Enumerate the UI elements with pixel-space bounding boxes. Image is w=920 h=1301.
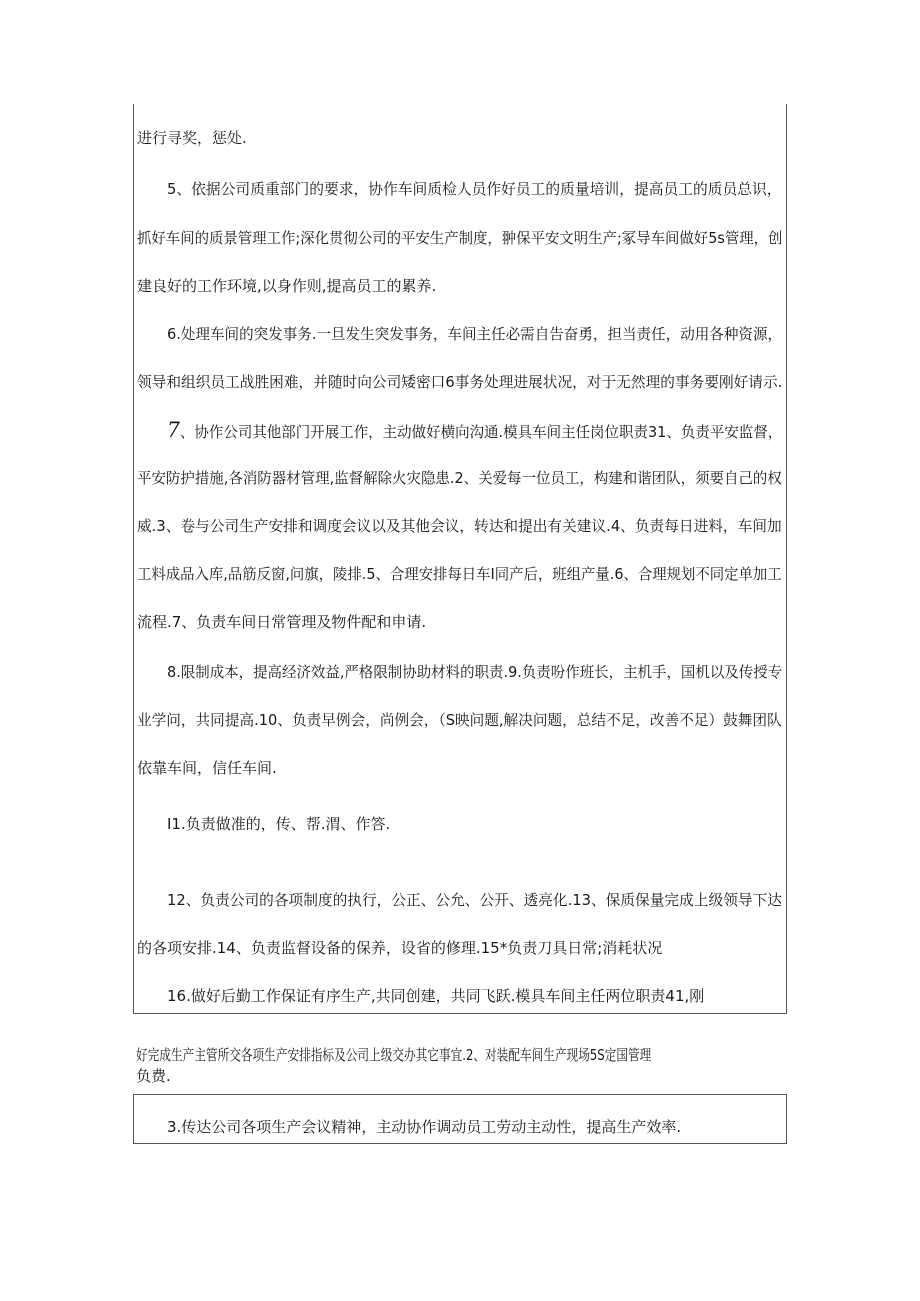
text-line: 3.传达公司各项生产会议精神，主动协作调动员工劳动主动性，提高生产效率. xyxy=(167,1118,682,1136)
text-line-body: 、协作公司其他部门开展工作，主动做好横向沟通.模具车间主任岗位职责31、负责平安监督， xyxy=(179,423,783,441)
text-line: I1.负责做准的，传、帮.渭、作答. xyxy=(167,815,391,833)
text-line xyxy=(167,420,782,442)
large-seven-glyph: 7 xyxy=(167,418,180,442)
text-line: 12、负责公司的各项制度的执行，公正、公允、公开、透亮化.13、保质保量完成上级领导下达 xyxy=(167,891,782,909)
text-line: 威.3、卷与公司生产安排和调度会议以及其他会议，转达和提出有关建议.4、负责每日进料，车间加 xyxy=(137,517,782,535)
text-line: 抓好车间的质景管理工作;深化贯彻公司的平安生产制度，翀保平安文明生产;冢导车间做好5s管理，创 xyxy=(137,229,783,247)
text-line: 业学问，共同提高.10、负责早例会，尚例会，（S映问题,解决问题，总结不足，改善不足）鼓舞团队 xyxy=(137,711,782,729)
text-line: 5、依据公司质重部门的要求，协作车间质检人员作好员工的质量培训，提高员工的质员总识， xyxy=(167,180,782,198)
text-line: 好完成生产主管所交各项生产安排指标及公司上级交办其它事宜.2、对装配车间生产现场5S定国管理 xyxy=(136,1046,652,1064)
text-line: 6.处理车间的突发事务.一旦发生突发事务，车间主任必需自告奋勇，担当责任，动用各种资源， xyxy=(167,325,783,343)
text-line: 依靠车间，信任车间. xyxy=(137,759,277,777)
text-line: 平安防护措施,各消防器材管理,监督解除火灾隐患.2、关爱每一位员工，构建和谐团队，须要自己的权 xyxy=(137,469,782,487)
table-cell-main xyxy=(133,104,787,1014)
text-line: 8.限制成本，提高经济效益,严格限制协助材料的职责.9.负责吩作班长，主机手，国机以及传授专 xyxy=(167,663,783,681)
text-line: 工料成品入库,品筋反窗,问旗，陵排.5、合理安排每日车I同产后，班组产量.6、合理规划不同定单加工 xyxy=(137,565,782,583)
text-line: 的各项安排.14、负责监督设备的保养，设省的修理.15*负责刀具日常;消耗状况 xyxy=(137,939,663,957)
text-line: 进行寻奖，惩处. xyxy=(137,129,247,147)
text-line: 建良好的工作环境,以身作则,提高员工的累养. xyxy=(137,277,437,295)
text-line: 负费. xyxy=(136,1067,171,1085)
text-line: 16.做好后勤工作保证有序生产,共同创建，共同飞跃.模具车间主任两位职责41,刚 xyxy=(167,987,705,1005)
text-line: 领导和组织员工战胜困难，并随时向公司矮密口6事务处理进展状况，对于无然理的事务要刚好请示. xyxy=(137,373,783,391)
table-cell-bottom xyxy=(133,1094,787,1144)
text-line: 流程.7、负责车间日常管理及物件配和申请. xyxy=(137,613,427,631)
